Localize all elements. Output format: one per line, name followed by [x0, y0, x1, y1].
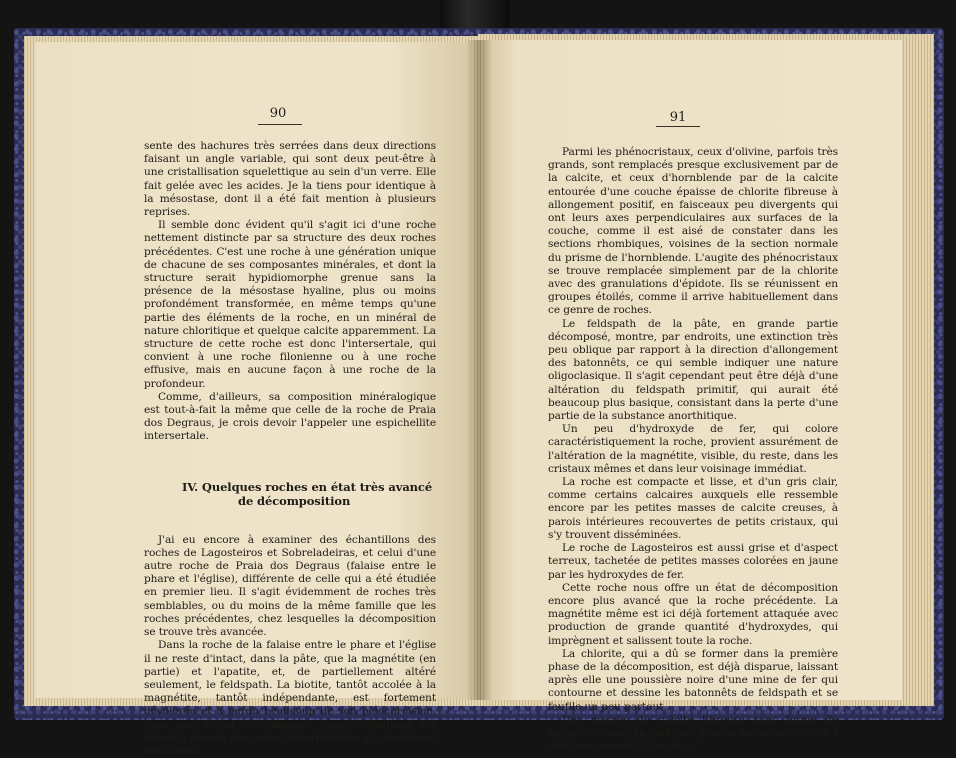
paragraph: Le feldspath de la pâte, en grande partie décomposé, montre, par endroits, une extinction très peu oblique par rapport à la direction d'allongement des batonnêts, ce qui semble indiquer une nature oligoclasique. Il s'agit cependant peut être déjà d'une altération du feldspath primitif, qui aurait été beaucoup plus basique, consistant dans la perte d'une partie de la substance anorthitique.	[548, 317, 838, 423]
paragraph: Le roche de Lagosteiros est aussi grise et d'aspect terreux, tachetée de petites masses colorées en jaune par les hydroxydes de fer.	[548, 542, 838, 581]
paragraph: Parmi les phénocristaux, ceux d'olivine, parfois très grands, sont remplacés presque exclusivement par de la calcite, et ceux d'hornblende par de la calcite entourée d'une couche épaisse de chlorite fibreuse à allongement positif, en faisceaux peu divergents qui ont leurs axes perpendiculaires aux surfaces de la couche, comme il est aisé de constater dans les sections rhombiques, voisines de la section normale du prisme de l'hornblende. L'augite des phénocristaux se trouve remplacée simplement par de la chlorite avec des granulations d'épidote. Ils se réunissent en groupes étoilés, comme il arrive habituellement dans ce genre de roches.	[548, 146, 838, 317]
left-page-body	[144, 140, 436, 758]
paragraph: Cette roche nous offre un état de décomposition encore plus avancé que la roche précédente. La magnétite même est ici déjà fortement attaquée avec production de grande quantité d'hydroxydes, qui imprègnent et salissent toute la roche.	[548, 581, 838, 647]
paragraph: J'ai eu encore à examiner des échantillons des roches de Lagosteiros et Sobreladeiras, et celui d'une autre roche de Praia dos Degraus (falaise entre le phare et l'église), différente de celle qui a été étudiée en premier lieu. Il s'agit évidemment de roches très semblables, ou du moins de la même famille que les roches précédentes, chez lesquelles la décomposition se trouve très avancée.	[144, 533, 436, 639]
paragraph: Un peu d'hydroxyde de fer, qui colore caractéristiquement la roche, provient assurément de l'altération de la magnétite, visible, du reste, dans les cristaux mêmes et dans leur voisinage immédiat.	[548, 423, 838, 475]
header-rule	[656, 126, 700, 127]
right-page-body	[548, 146, 838, 753]
section-heading-line1: IV. Quelques roches en état très avancé	[182, 479, 433, 494]
book-gutter	[466, 40, 492, 700]
paragraph: sente des hachures très serrées dans deux directions faisant un angle variable, qui sont deux peut-être à une cristallisation squelettique au sein d'un verre. Elle fait gelée avec les acides. Je la tiens pour identique à la mésostase, dont il a été fait mention à plusieurs reprises.	[144, 140, 436, 219]
paragraph: Il semble donc évident qu'il s'agit ici d'une roche nettement distincte par sa structure des deux roches précédentes. C'est une roche à une génération unique de chacune de ses composantes minérales, et dont la structure serait hypidiomorphe grenue sans la présence de la mésostase hyaline, plus ou moins profondément transformée, en même temps qu'une partie des éléments de la roche, en un minéral de nature chloritique et quelque calcite apparemment. La structure de cette roche est donc l'intersertale, qui convient à une roche filonienne ou à une roche effusive, mais en aucune façon à une roche de la profondeur.	[144, 219, 436, 390]
section-heading-line2: de décomposition	[238, 493, 351, 508]
header-rule	[258, 124, 302, 125]
section-heading	[182, 480, 436, 508]
paragraph: La chlorite, qui a dû se former dans la première phase de la décomposition, est déjà disparue, laissant après elle une poussière noire d'une mine de fer qui contourne et dessine les batonnêts de feldspath et se faufile un peu partout.	[548, 647, 838, 713]
paragraph: Dans la roche de la falaise entre le phare et l'église il ne reste d'intact, dans la pâte, que la magnétite (en partie) et l'apatite, et, de partiellement altéré seulement, le feldspath. La biotite, tantôt accolée à la magnétite, tantôt indépendante, est fortement décolorée et a perdu beaucoup de son pléochroïsme, mais non de sa biréfringence (muscovitisation). On observe encore des restes d'hornblende apparemment décolorés.	[144, 639, 436, 757]
left-page	[36, 42, 472, 757]
paragraph: Des masses de calcite fibreuse sous forme de sphérocristaux, en secteurs plus ou moins ouverts et à couches concentriques suc-	[548, 713, 838, 753]
paragraph: La roche est compacte et lisse, et d'un gris clair, comme certains calcaires auxquels elle ressemble encore par les petites masses de calcite creuses, à parois intérieures recouvertes de petits cristaux, qui s'y trouvent disséminées.	[548, 476, 838, 541]
paragraph: Comme, d'ailleurs, sa composition minéralogique est tout-à-fait la même que celle de la roche de Praia dos Degraus, je crois devoir l'appeler une espichellite intersertale.	[144, 390, 436, 443]
right-page	[484, 40, 902, 753]
page-number: 91	[669, 110, 687, 125]
page-number: 90	[269, 106, 287, 121]
